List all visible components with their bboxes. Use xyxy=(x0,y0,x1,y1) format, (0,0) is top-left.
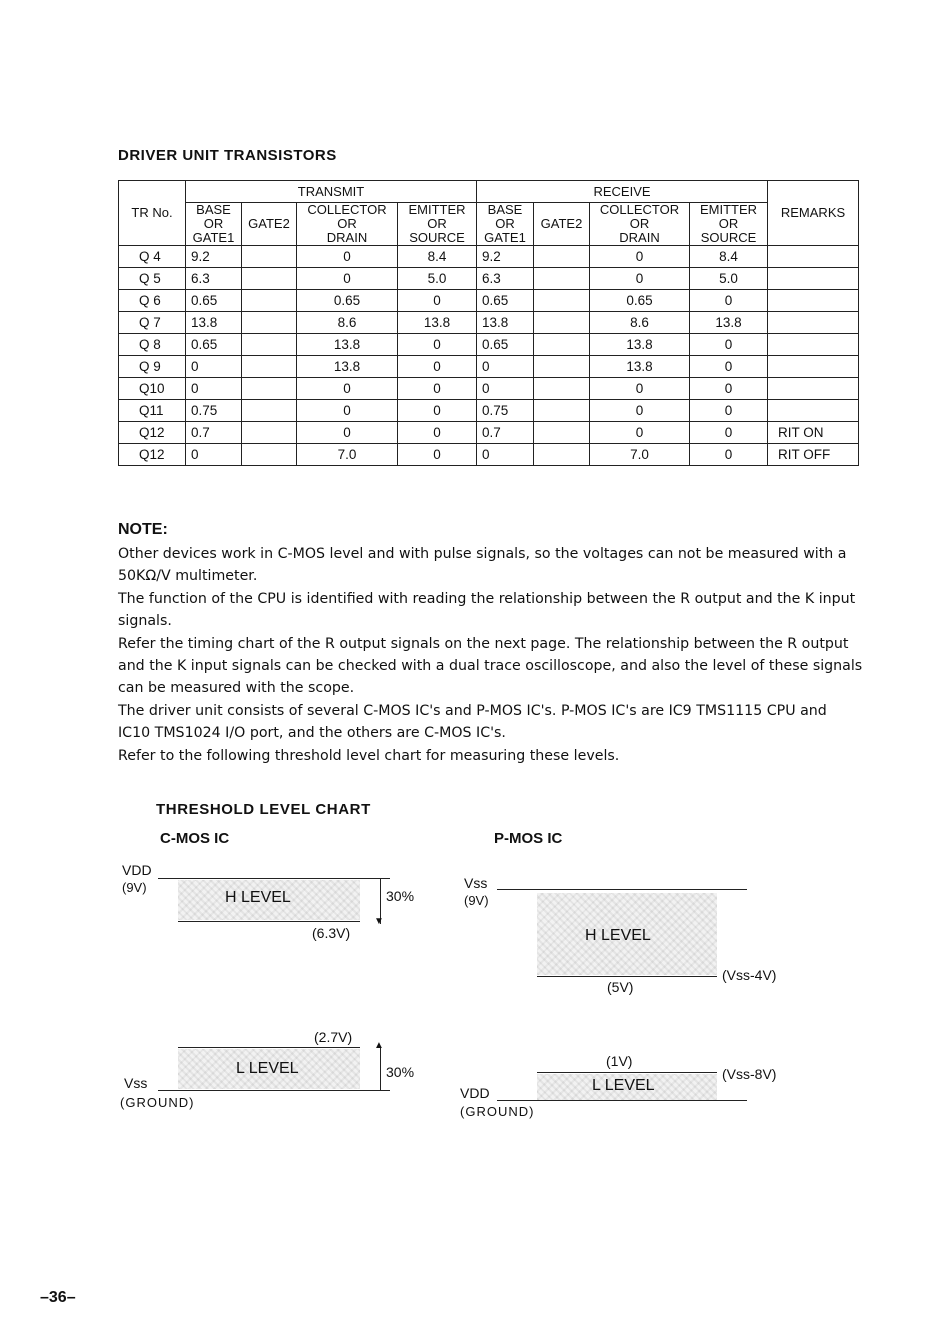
cell-r-coll: 8.6 xyxy=(590,312,690,334)
cell-r-gate2 xyxy=(534,422,590,444)
cell-r-coll: 0 xyxy=(590,246,690,268)
cmos-vdd-label: VDD xyxy=(122,862,152,878)
cell-r-emit: 5.0 xyxy=(690,268,768,290)
cell-r-emit: 0 xyxy=(690,400,768,422)
cell-t-coll: 8.6 xyxy=(297,312,398,334)
cell-t-base: 0.65 xyxy=(186,290,242,312)
cell-remarks xyxy=(768,334,859,356)
cell-t-gate2 xyxy=(242,268,297,290)
transmit-group-header: TRANSMIT xyxy=(186,181,477,203)
table-row xyxy=(119,334,859,356)
pmos-l-threshold-label: (1V) xyxy=(606,1053,633,1069)
cell-tr: Q12 xyxy=(119,422,186,444)
cell-r-emit: 0 xyxy=(690,422,768,444)
note-paragraph: The driver unit consists of several C-MOS IC's and P-MOS IC's. P-MOS IC's are IC9 TMS1115 CPU and IC10 TMS1024 I/O port, and the others are C-MOS IC's. xyxy=(118,702,827,742)
cell-tr: Q 4 xyxy=(119,246,186,268)
table-row xyxy=(119,444,859,466)
pmos-l-relative-label: (Vss-8V) xyxy=(722,1066,777,1082)
cell-t-gate2 xyxy=(242,334,297,356)
cell-t-emit: 13.8 xyxy=(398,312,477,334)
cell-r-base: 0.65 xyxy=(477,334,534,356)
cell-r-emit: 0 xyxy=(690,444,768,466)
cell-r-coll: 13.8 xyxy=(590,334,690,356)
cell-r-emit: 0 xyxy=(690,378,768,400)
cell-tr: Q 6 xyxy=(119,290,186,312)
cell-t-emit: 8.4 xyxy=(398,246,477,268)
r-gate2-header: GATE2 xyxy=(534,203,590,246)
cell-r-base: 0.7 xyxy=(477,422,534,444)
threshold-chart-title: THRESHOLD LEVEL CHART xyxy=(156,801,371,818)
page-number: –36– xyxy=(40,1289,76,1306)
table-row xyxy=(119,312,859,334)
pmos-h-relative-label: (Vss-4V) xyxy=(722,967,777,983)
cell-r-coll: 0 xyxy=(590,400,690,422)
cell-remarks xyxy=(768,290,859,312)
cmos-l-arrow-line xyxy=(380,1047,381,1090)
cell-t-gate2 xyxy=(242,400,297,422)
cell-t-base: 6.3 xyxy=(186,268,242,290)
cmos-vss-line xyxy=(158,1090,390,1091)
cell-r-coll: 0 xyxy=(590,378,690,400)
cell-r-coll: 7.0 xyxy=(590,444,690,466)
cell-t-coll: 0 xyxy=(297,422,398,444)
pmos-h-threshold-label: (5V) xyxy=(607,979,634,995)
t-collector-header: COLLECTOR OR DRAIN xyxy=(297,203,398,246)
cell-remarks: RIT OFF xyxy=(768,444,859,466)
cell-t-coll: 7.0 xyxy=(297,444,398,466)
cmos-h-threshold-line xyxy=(178,921,360,922)
cell-r-base: 0 xyxy=(477,378,534,400)
cell-t-emit: 0 xyxy=(398,400,477,422)
cell-t-coll: 0.65 xyxy=(297,290,398,312)
cell-t-emit: 0 xyxy=(398,378,477,400)
cell-r-emit: 13.8 xyxy=(690,312,768,334)
cell-t-gate2 xyxy=(242,290,297,312)
t-base-header: BASE OR GATE1 xyxy=(186,203,242,246)
cell-t-base: 0 xyxy=(186,378,242,400)
tr-no-header: TR No. xyxy=(119,181,186,246)
cell-r-base: 0.65 xyxy=(477,290,534,312)
cell-t-base: 0.65 xyxy=(186,334,242,356)
cmos-vdd-value: (9V) xyxy=(122,880,147,895)
cell-r-gate2 xyxy=(534,444,590,466)
cell-t-base: 0 xyxy=(186,444,242,466)
cell-r-coll: 0.65 xyxy=(590,290,690,312)
pmos-h-level-label: H LEVEL xyxy=(585,927,651,944)
cell-tr: Q11 xyxy=(119,400,186,422)
cell-t-gate2 xyxy=(242,378,297,400)
cell-t-base: 13.8 xyxy=(186,312,242,334)
note-paragraph: Refer to the following threshold level chart for measuring these levels. xyxy=(118,747,620,764)
pmos-vdd-line xyxy=(497,1100,747,1101)
cmos-title: C-MOS IC xyxy=(160,830,230,847)
cell-t-coll: 0 xyxy=(297,400,398,422)
cell-r-emit: 0 xyxy=(690,334,768,356)
cell-tr: Q12 xyxy=(119,444,186,466)
cell-r-base: 9.2 xyxy=(477,246,534,268)
table-row xyxy=(119,400,859,422)
cell-remarks xyxy=(768,268,859,290)
receive-group-header: RECEIVE xyxy=(477,181,768,203)
r-collector-header: COLLECTOR OR DRAIN xyxy=(590,203,690,246)
table-row xyxy=(119,268,859,290)
cmos-l-level-label: L LEVEL xyxy=(236,1060,299,1077)
note-paragraph: The function of the CPU is identified with reading the relationship between the R output and the K input signals. xyxy=(118,590,856,630)
cell-r-emit: 0 xyxy=(690,290,768,312)
note-paragraph: Refer the timing chart of the R output signals on the next page. The relationship between the R output and the K input signals can be checked with a dual trace oscilloscope, and also the level of these signals can be measured with the scope. xyxy=(118,635,863,697)
table-row xyxy=(119,422,859,444)
cell-remarks xyxy=(768,378,859,400)
cell-t-gate2 xyxy=(242,246,297,268)
cell-t-base: 0.7 xyxy=(186,422,242,444)
cmos-l-percent: 30% xyxy=(386,1064,415,1080)
pmos-l-level-label: L LEVEL xyxy=(592,1077,655,1094)
cell-r-gate2 xyxy=(534,356,590,378)
t-emitter-header: EMITTER OR SOURCE xyxy=(398,203,477,246)
cell-t-gate2 xyxy=(242,444,297,466)
note-paragraph: Other devices work in C-MOS level and with pulse signals, so the voltages can not be measured with a 50KΩ/V multimeter. xyxy=(118,546,847,585)
cell-t-emit: 0 xyxy=(398,290,477,312)
cmos-h-threshold-label: (6.3V) xyxy=(312,925,351,941)
cell-t-coll: 0 xyxy=(297,246,398,268)
cell-r-base: 6.3 xyxy=(477,268,534,290)
cell-t-coll: 0 xyxy=(297,378,398,400)
table-row xyxy=(119,356,859,378)
cell-r-gate2 xyxy=(534,400,590,422)
pmos-title: P-MOS IC xyxy=(494,830,563,847)
cell-r-base: 0.75 xyxy=(477,400,534,422)
cell-remarks xyxy=(768,356,859,378)
cell-t-emit: 5.0 xyxy=(398,268,477,290)
cell-t-coll: 13.8 xyxy=(297,334,398,356)
pmos-vss-value: (9V) xyxy=(464,893,489,908)
pmos-h-threshold-line xyxy=(537,976,717,977)
cell-r-gate2 xyxy=(534,268,590,290)
table-row xyxy=(119,290,859,312)
arrow-up-icon: ▲ xyxy=(374,1040,384,1051)
cell-r-gate2 xyxy=(534,290,590,312)
table-row xyxy=(119,378,859,400)
cmos-h-percent: 30% xyxy=(386,888,415,904)
table-row xyxy=(119,246,859,268)
cell-t-gate2 xyxy=(242,312,297,334)
cell-r-coll: 13.8 xyxy=(590,356,690,378)
cell-r-base: 13.8 xyxy=(477,312,534,334)
cell-r-gate2 xyxy=(534,312,590,334)
cell-t-emit: 0 xyxy=(398,334,477,356)
pmos-vss-line xyxy=(497,889,747,890)
cell-r-emit: 0 xyxy=(690,356,768,378)
cell-t-gate2 xyxy=(242,356,297,378)
cell-tr: Q 8 xyxy=(119,334,186,356)
cell-t-coll: 13.8 xyxy=(297,356,398,378)
cell-remarks xyxy=(768,312,859,334)
cell-r-base: 0 xyxy=(477,356,534,378)
cell-tr: Q 7 xyxy=(119,312,186,334)
cell-r-gate2 xyxy=(534,246,590,268)
cmos-l-threshold-label: (2.7V) xyxy=(314,1029,353,1045)
cell-t-gate2 xyxy=(242,422,297,444)
arrow-down-icon: ▼ xyxy=(374,916,384,927)
cell-r-gate2 xyxy=(534,378,590,400)
remarks-header: REMARKS xyxy=(768,181,859,246)
cmos-vss-label: Vss xyxy=(124,1075,148,1091)
cell-t-base: 0.75 xyxy=(186,400,242,422)
cell-t-emit: 0 xyxy=(398,422,477,444)
cell-r-coll: 0 xyxy=(590,268,690,290)
r-emitter-header: EMITTER OR SOURCE xyxy=(690,203,768,246)
cell-r-emit: 8.4 xyxy=(690,246,768,268)
cell-r-coll: 0 xyxy=(590,422,690,444)
pmos-vss-label: Vss xyxy=(464,875,488,891)
cell-r-base: 0 xyxy=(477,444,534,466)
driver-transistor-table xyxy=(118,180,859,466)
cell-remarks: RIT ON xyxy=(768,422,859,444)
cmos-ground-label: (GROUND) xyxy=(120,1095,195,1110)
cell-remarks xyxy=(768,246,859,268)
cell-t-emit: 0 xyxy=(398,444,477,466)
t-gate2-header: GATE2 xyxy=(242,203,297,246)
section-title: DRIVER UNIT TRANSISTORS xyxy=(118,147,337,164)
cell-tr: Q10 xyxy=(119,378,186,400)
cell-t-emit: 0 xyxy=(398,356,477,378)
cell-t-base: 0 xyxy=(186,356,242,378)
cell-tr: Q 9 xyxy=(119,356,186,378)
note-body xyxy=(118,543,863,767)
pmos-ground-label: (GROUND) xyxy=(460,1104,535,1119)
cell-t-coll: 0 xyxy=(297,268,398,290)
note-heading: NOTE: xyxy=(118,521,168,538)
cell-remarks xyxy=(768,400,859,422)
cmos-h-level-label: H LEVEL xyxy=(225,889,291,906)
cell-r-gate2 xyxy=(534,334,590,356)
r-base-header: BASE OR GATE1 xyxy=(477,203,534,246)
cell-t-base: 9.2 xyxy=(186,246,242,268)
cell-tr: Q 5 xyxy=(119,268,186,290)
pmos-vdd-label: VDD xyxy=(460,1085,490,1101)
